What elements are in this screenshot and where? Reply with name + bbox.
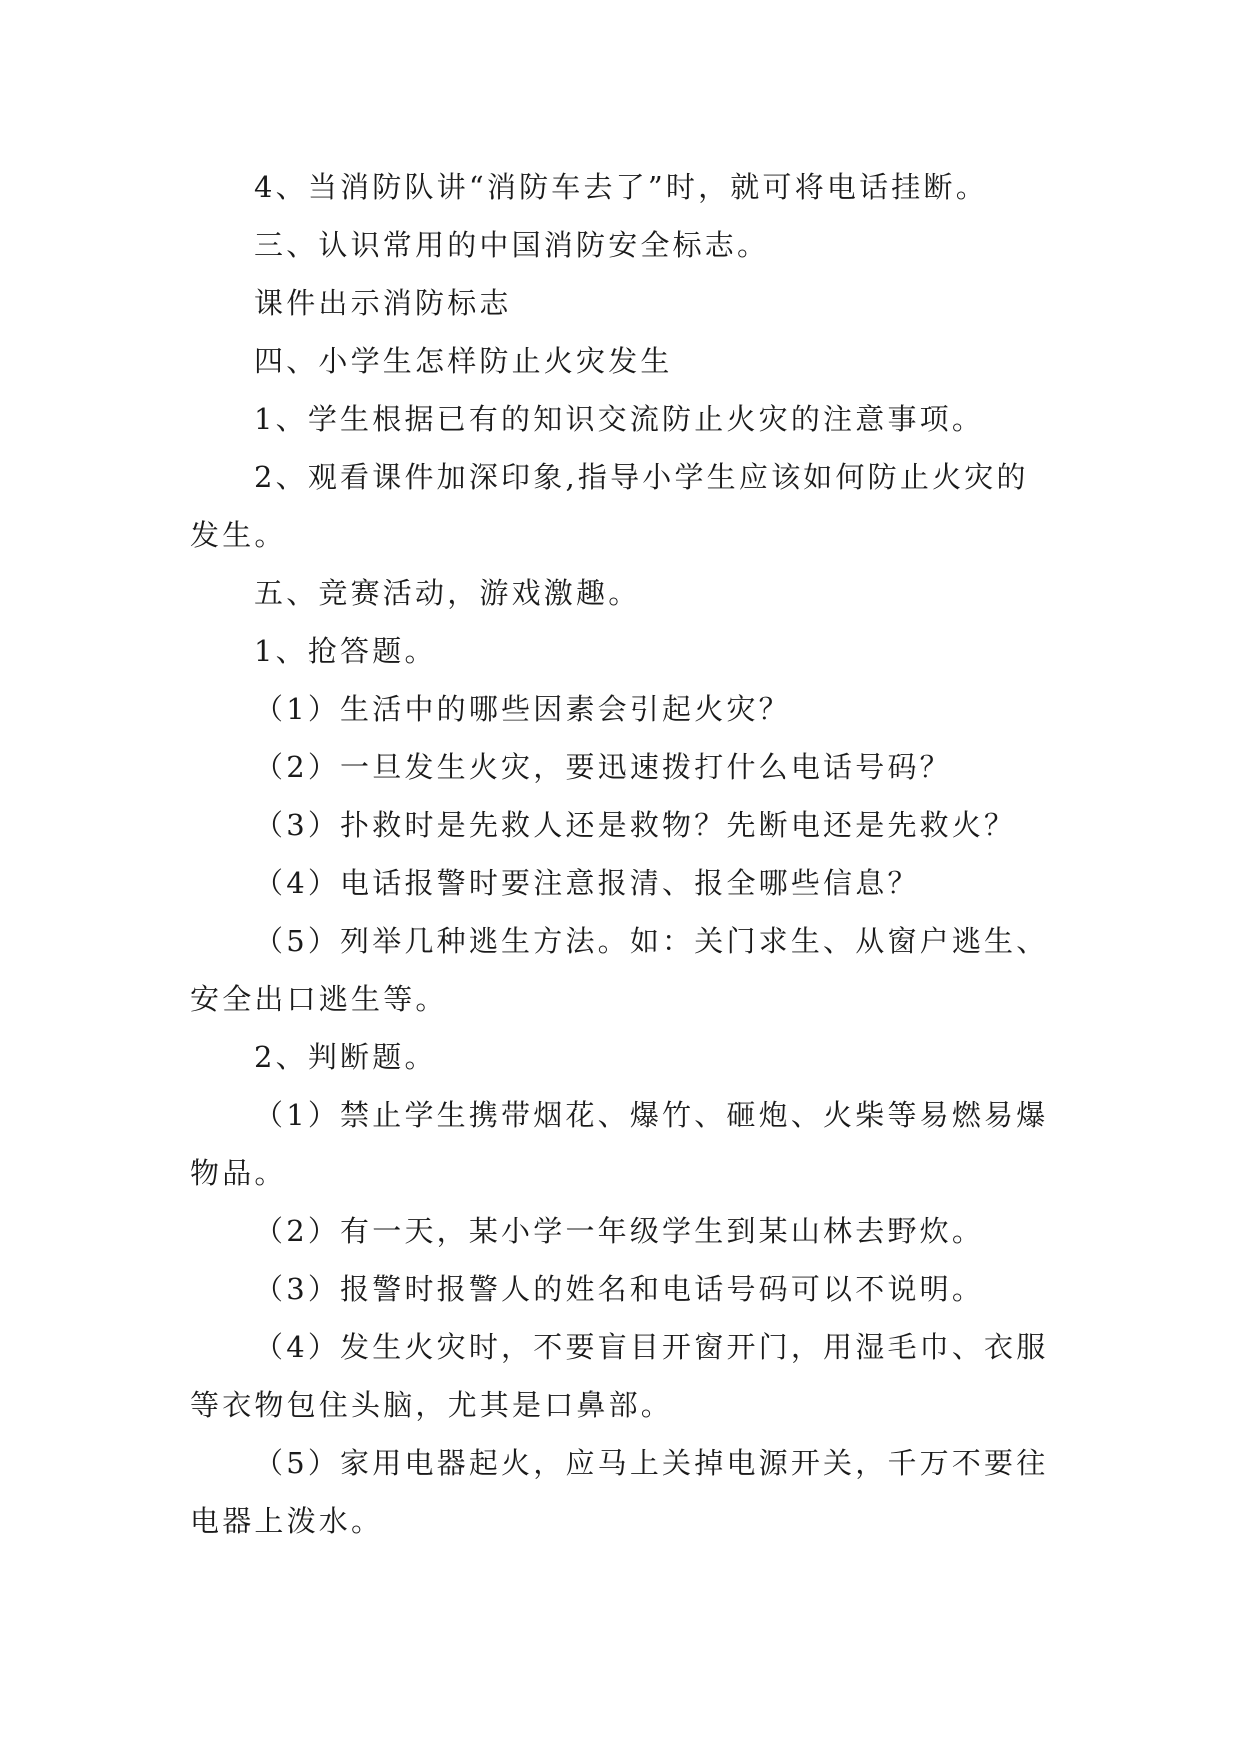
question-item: （3）扑救时是先救人还是救物？先断电还是先救火？ (254, 808, 1017, 842)
section-heading: 三、认识常用的中国消防安全标志。 (254, 228, 770, 262)
subheading: 1、抢答题。 (254, 634, 437, 668)
section-heading: 五、竞赛活动，游戏激趣。 (254, 576, 641, 610)
judgment-item: （4）发生火灾时，不要盲目开窗开门，用湿毛巾、衣服等衣物包住头脑，尤其是口鼻部。 (190, 1330, 1049, 1422)
question-item: （2）一旦发生火灾，要迅速拨打什么电话号码？ (254, 750, 952, 784)
subheading: 2、判断题。 (254, 1040, 437, 1074)
paragraph: 4、当消防队讲“消防车去了”时，就可将电话挂断。 (254, 170, 988, 204)
judgment-item: （5）家用电器起火，应马上关掉电源开关，千万不要往电器上泼水。 (190, 1446, 1049, 1538)
question-item: （1）生活中的哪些因素会引起火灾？ (254, 692, 791, 726)
paragraph: 2、观看课件加深印象,指导小学生应该如何防止火灾的发生。 (190, 460, 1029, 552)
section-heading: 四、小学生怎样防止火灾发生 (254, 344, 673, 378)
question-item: （5）列举几种逃生方法。如：关门求生、从窗户逃生、安全出口逃生等。 (190, 924, 1049, 1016)
document-page (190, 158, 1052, 1550)
question-item: （4）电话报警时要注意报清、报全哪些信息？ (254, 866, 920, 900)
paragraph: 课件出示消防标志 (254, 286, 512, 320)
judgment-item: （1）禁止学生携带烟花、爆竹、砸炮、火柴等易燃易爆物品。 (190, 1098, 1049, 1190)
judgment-item: （2）有一天，某小学一年级学生到某山林去野炊。 (254, 1214, 985, 1248)
judgment-item: （3）报警时报警人的姓名和电话号码可以不说明。 (254, 1272, 985, 1306)
paragraph: 1、学生根据已有的知识交流防止火灾的注意事项。 (254, 402, 985, 436)
